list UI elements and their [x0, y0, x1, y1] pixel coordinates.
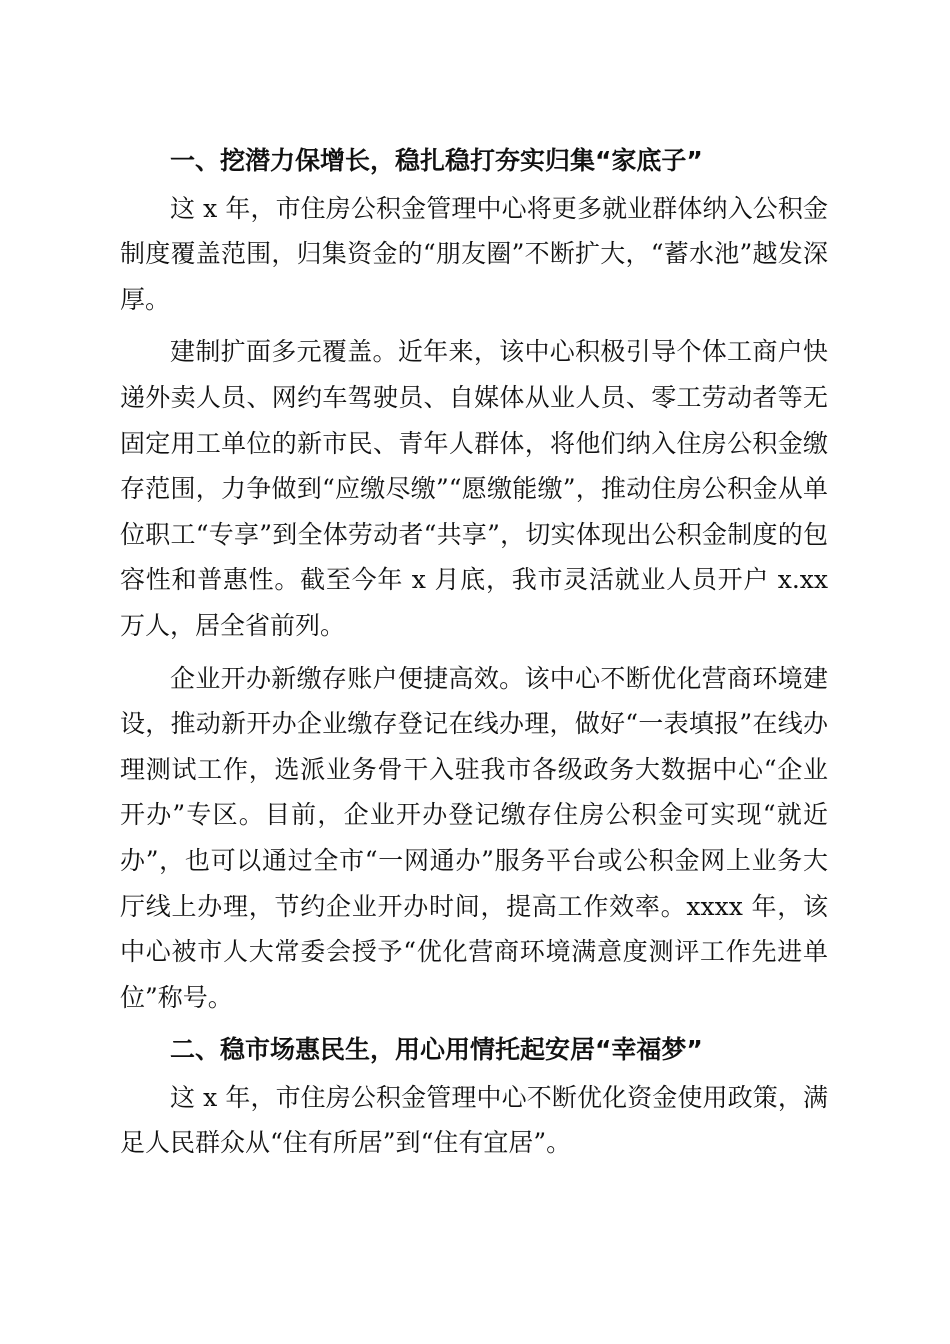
section-1-heading: 一、挖潜力保增长，稳扎稳打夯实归集“家底子” — [170, 146, 703, 175]
section-2-heading: 二、稳市场惠民生，用心用情托起安居“幸福梦” — [170, 1035, 703, 1065]
document-body — [120, 138, 828, 1173]
section-1-paragraph-1: 这 x 年，市住房公积金管理中心将更多就业群体纳入公积金制度覆盖范围，归集资金的“朋友圈”不断扩大，“蓄水池”越发深厚。 — [120, 193, 828, 314]
section-1-paragraph-2: 建制扩面多元覆盖。近年来，该中心积极引导个体工商户快递外卖人员、网约车驾驶员、自媒体从业人员、零工劳动者等无固定用工单位的新市民、青年人群体，将他们纳入住房公积金缴存范围，力争做到“应缴尽缴”“愿缴能缴”，推动住房公积金从单位职工“专享”到全体劳动者“共享”，切实体现出公积金制度的包容性和普惠性。截至今年 x 月底，我市灵活就业人员开户 x.xx 万人，居全省前列。 — [120, 337, 828, 640]
section-1-paragraph-3: 企业开办新缴存账户便捷高效。该中心不断优化营商环境建设，推动新开办企业缴存登记在线办理，做好“一表填报”在线办理测试工作，选派业务骨干入驻我市各级政务大数据中心“企业开办”专区。目前，企业开办登记缴存住房公积金可实现“就近办”，也可以通过全市“一网通办”服务平台或公积金网上业务大厅线上办理，节约企业开办时间，提高工作效率。xxxx 年，该中心被市人大常委会授予“优化营商环境满意度测评工作先进单位”称号。 — [120, 663, 828, 1012]
section-2-paragraph-1: 这 x 年，市住房公积金管理中心不断优化资金使用政策，满足人民群众从“住有所居”到“住有宜居”。 — [120, 1082, 828, 1158]
